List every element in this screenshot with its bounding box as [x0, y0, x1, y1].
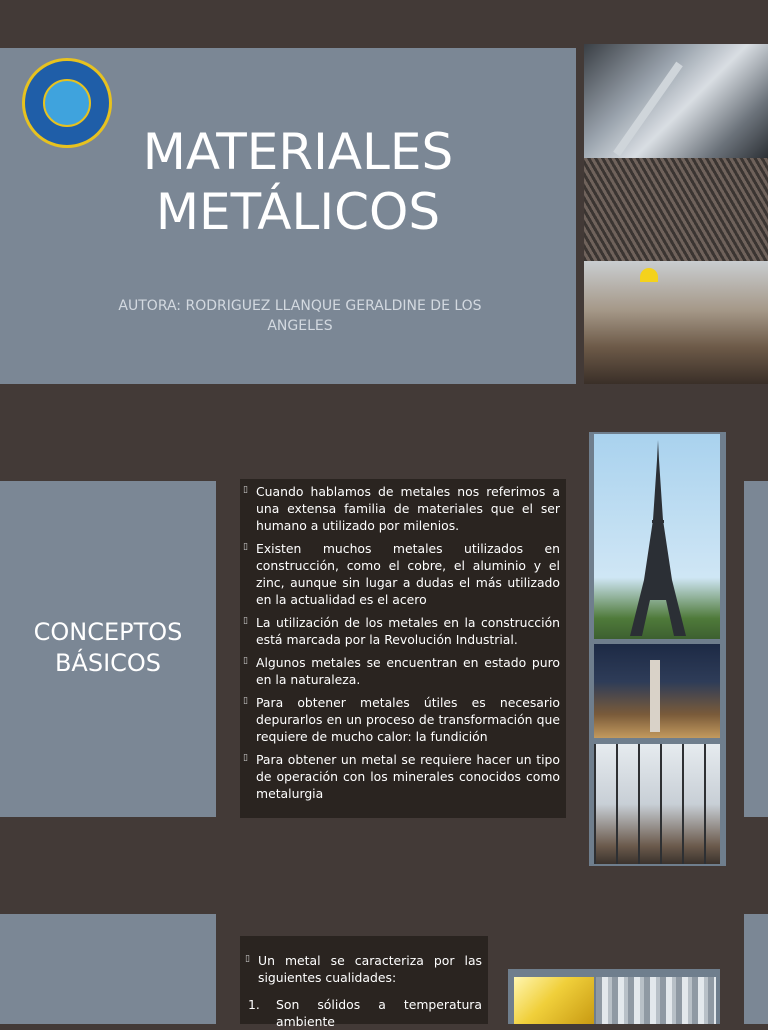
eiffel-tower-icon [628, 440, 688, 636]
list-item: ▯ Existen muchos metales utilizados en construcción, como el cobre, el aluminio y el zinc, aunque sin lugar a dudas el más utilizado en la actualidad es el acero [256, 540, 560, 608]
steel-pipes-photo [596, 977, 716, 1024]
list-item: ▯ La utilización de los metales en la construcción está marcada por la Revolución Industrial. [256, 614, 560, 648]
title-line-1: MATERIALES [142, 123, 454, 181]
concepts-list [256, 483, 560, 808]
rebar-mesh-photo [584, 158, 768, 261]
section-title-line-2: BÁSICOS [54, 649, 162, 677]
gold-bar-photo [514, 977, 594, 1024]
list-number: 1. [248, 997, 260, 1012]
next-slide-edge [744, 481, 768, 817]
construction-worker-photo [584, 261, 768, 384]
concepts-text-box [240, 479, 566, 818]
list-item: ▯ Para obtener metales útiles es necesario depurarlos en un proceso de transformación que requiere de mucho calor: la fundición [256, 694, 560, 745]
author-text: AUTORA: RODRIGUEZ LLANQUE GERALDINE DE LOS ANGELES [118, 298, 482, 334]
steel-roof-structure-photo [594, 744, 720, 864]
section-title [0, 617, 216, 679]
properties-intro: ▯ Un metal se caracteriza por las siguientes cualidades: [258, 952, 482, 986]
properties-panel [0, 914, 216, 1024]
properties-text-box [240, 936, 488, 1029]
page-title [0, 122, 596, 242]
empire-state-photo [594, 644, 720, 738]
list-item: ▯ Algunos metales se encuentran en estado puro en la naturaleza. [256, 654, 560, 688]
steel-frame-photo [584, 44, 768, 158]
list-item [248, 996, 482, 1030]
list-item: ▯ Cuando hablamos de metales nos referimos a una extensa familia de materiales que el ser humano a utilizado por milenios. [256, 483, 560, 534]
hard-hat-icon [640, 268, 658, 282]
list-item: ▯ Para obtener un metal se requiere hacer un tipo de operación con los minerales conocidos como metalurgia [256, 751, 560, 802]
section-title-line-1: CONCEPTOS [33, 618, 183, 646]
next-slide-edge [744, 914, 768, 1024]
title-line-2: METÁLICOS [155, 183, 441, 241]
list-text: Son sólidos a temperatura ambiente [276, 997, 482, 1029]
